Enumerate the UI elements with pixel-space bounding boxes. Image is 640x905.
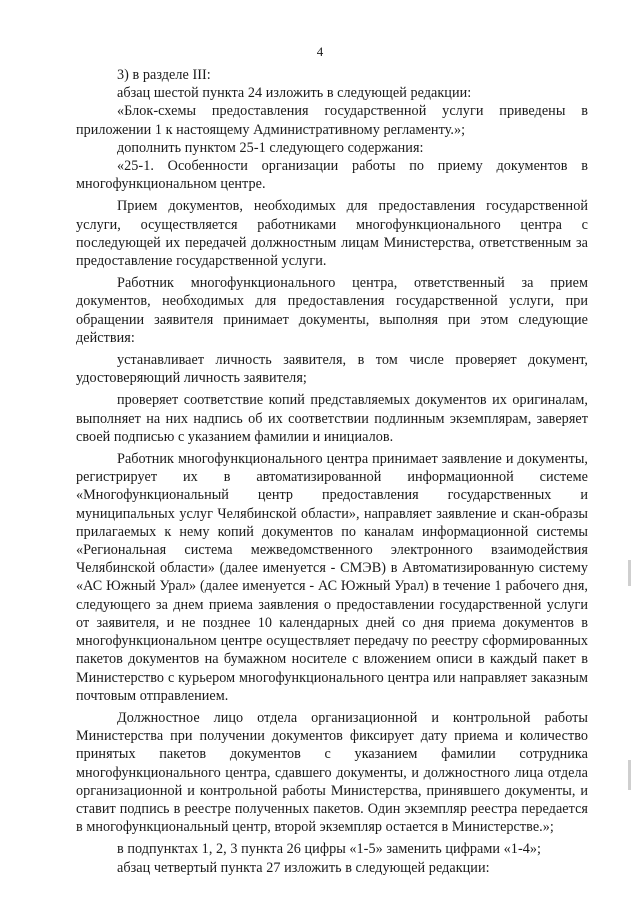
paragraph: Должностное лицо отдела организационной и контрольной работы Министерства при получении документов фиксирует дату приема и количество принятых пакетов документов с указанием фамилии сотрудника многофункционального центра, сдавшего документы, и должностного лица отдела организационной и контрольной работы Министерства, принявшего документы, и ставит подпись в реестре полученных пакетов. Один экземпляр реестра передается в многофункциональный центр, второй экземпляр остается в Министерстве.»; bbox=[76, 709, 588, 836]
paragraph: абзац шестой пункта 24 изложить в следующей редакции: bbox=[117, 85, 472, 102]
scan-edge-mark bbox=[628, 560, 631, 586]
paragraph: Работник многофункционального центра принимает заявление и документы, регистрирует их в автоматизированной информационной системе «Многофункциональный центр предоставления государственных и муниципальных услуг Челябинской области», направляет заявление и скан-образы прилагаемых к нему копий документов по каналам информационной системы «Региональная система межведомственного электронного взаимодействия Челябинской области» (далее именуется - СМЭВ) в Автоматизированную систему «АС Южный Урал» (далее именуется - АС Южный Урал) в течение 1 рабочего дня, следующего за днем приема заявления о предоставлении государственной услуги от заявителя, и не позднее 10 календарных дней со дня приема документов в многофункциональном центре осуществляет передачу по реестру сформированных пакетов документов на бумажном носителе с вложением описи в каждый пакет в Министерство с курьером многофункционального центра или направляет заказным почтовым отправлением. bbox=[76, 451, 588, 704]
paragraph: «Блок-схемы предоставления государственной услуги приведены в приложении 1 к настоящему Административному регламенту.»; bbox=[76, 103, 588, 138]
page-number: 4 bbox=[316, 44, 324, 59]
paragraph: 3) в разделе III: bbox=[117, 67, 211, 83]
paragraph: проверяет соответствие копий представляемых документов их оригиналам, выполняет на них надпись об их соответствии подлинным экземплярам, заверяет своей подписью с указанием фамилии и инициалов. bbox=[76, 392, 588, 445]
document-body bbox=[76, 66, 588, 877]
paragraph: дополнить пунктом 25-1 следующего содержания: bbox=[117, 139, 424, 156]
paragraph: абзац четвертый пункта 27 изложить в следующей редакции: bbox=[117, 859, 490, 876]
paragraph: Работник многофункционального центра, ответственный за прием документов, необходимых для предоставления государственной услуги, при обращении заявителя принимает документы, выполняя при этом следующие действия: bbox=[76, 275, 588, 346]
paragraph: устанавливает личность заявителя, в том числе проверяет документ, удостоверяющий личность заявителя; bbox=[76, 352, 588, 387]
scan-edge-mark bbox=[628, 760, 631, 790]
paragraph: в подпунктах 1, 2, 3 пункта 26 цифры «1-5» заменить цифрами «1-4»; bbox=[117, 841, 541, 858]
paragraph: «25-1. Особенности организации работы по приему документов в многофункциональном центре. bbox=[76, 158, 588, 193]
paragraph: Прием документов, необходимых для предоставления государственной услуги, осуществляется работниками многофункционального центра с последующей их передачей должностным лицам Министерства, ответственным за предоставление государственной услуги. bbox=[76, 198, 588, 270]
